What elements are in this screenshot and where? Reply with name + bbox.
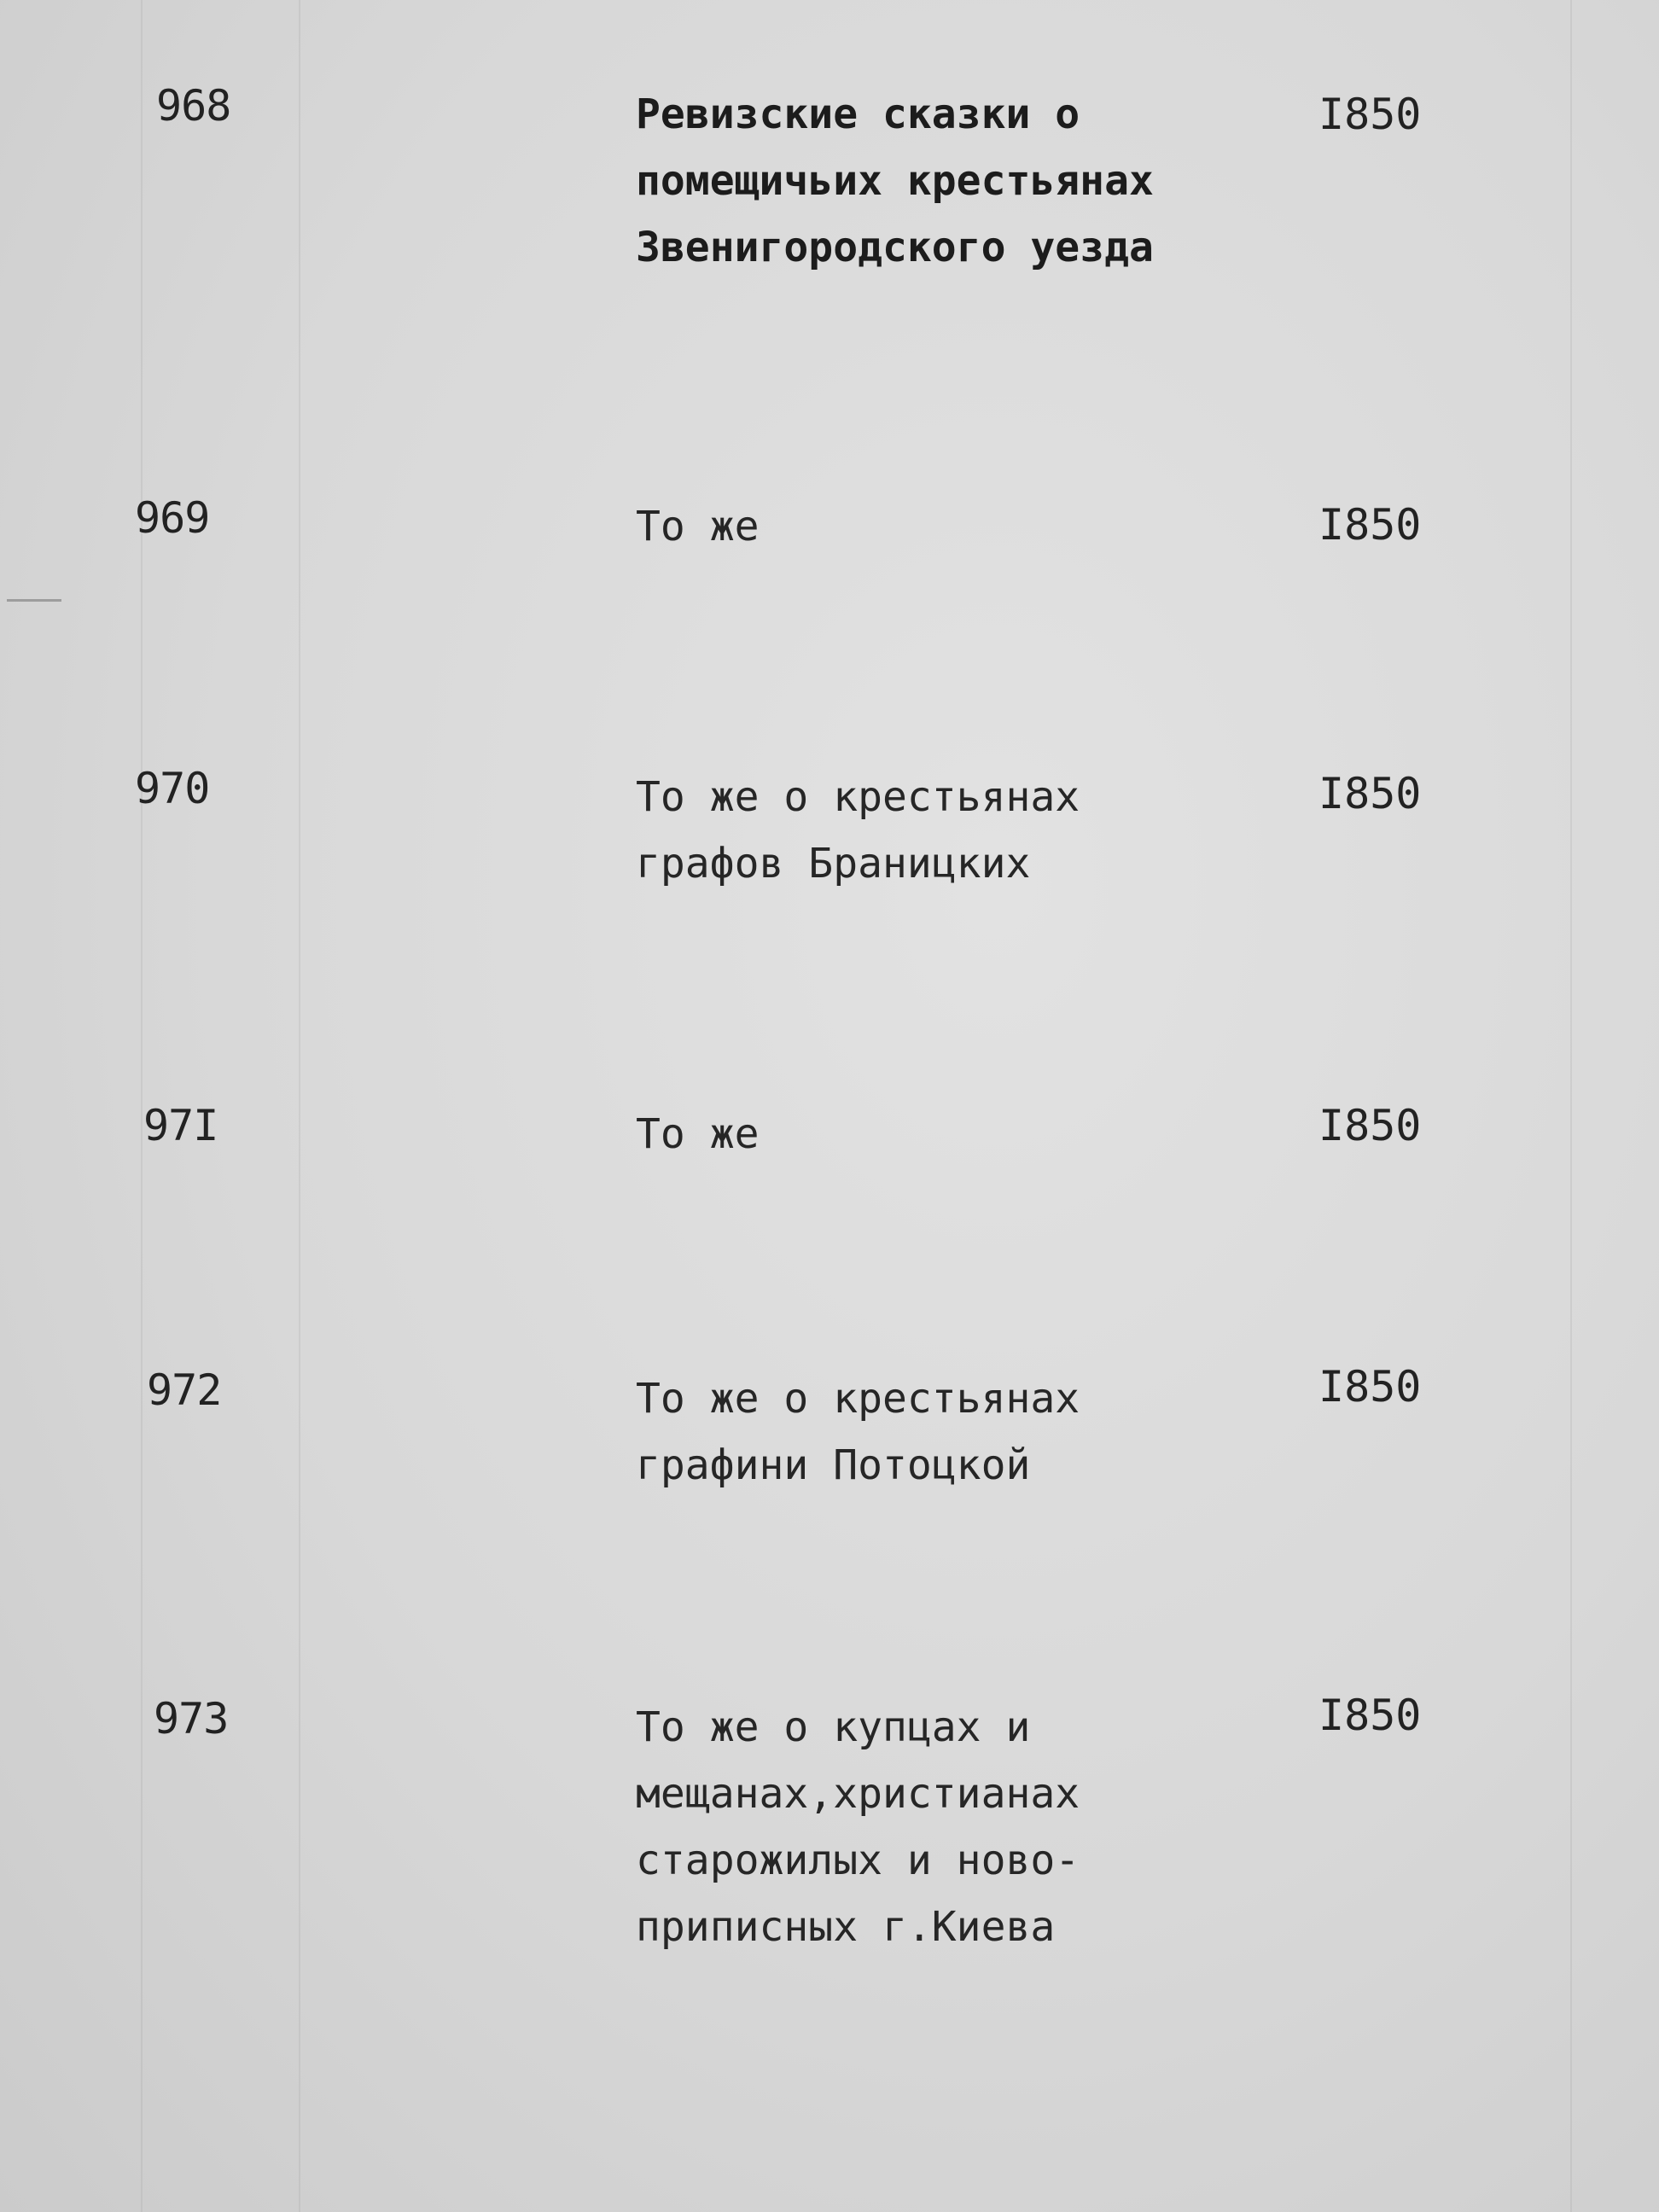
entry-description [636, 764, 1233, 897]
entry-number: 968 [156, 81, 231, 131]
entry-number: 97I [143, 1101, 218, 1150]
entry-year: I850 [1318, 1362, 1422, 1412]
description-line: То же [636, 1110, 760, 1158]
entry-year: I850 [1318, 90, 1422, 139]
entry-number: 973 [154, 1694, 229, 1743]
description-line: приписных г.Киева [636, 1903, 1056, 1951]
entry-description [636, 81, 1233, 281]
margin-mark [7, 599, 61, 602]
ruling-line [1570, 0, 1572, 2212]
entry-description [636, 1101, 1233, 1167]
description-line: Ревизские сказки о [636, 90, 1080, 138]
entry-number: 972 [147, 1365, 222, 1415]
description-line: помещичьих крестьянах [636, 157, 1154, 205]
description-line: То же [636, 503, 760, 550]
description-line: То же о купцах и [636, 1703, 1031, 1751]
entry-year: I850 [1318, 1691, 1422, 1740]
description-line: мещанах,христианах [636, 1770, 1080, 1818]
description-line: старожилых и ново- [636, 1837, 1080, 1884]
entry-description [636, 493, 1233, 560]
entry-number: 969 [135, 493, 210, 543]
entry-year: I850 [1318, 500, 1422, 550]
entry-year: I850 [1318, 1101, 1422, 1150]
description-line: Звенигородского уезда [636, 224, 1154, 271]
entry-description [636, 1365, 1233, 1499]
description-line: То же о крестьянах [636, 773, 1080, 821]
ruling-line [141, 0, 143, 2212]
description-line: графини Потоцкой [636, 1441, 1031, 1489]
description-line: графов Браницких [636, 840, 1031, 888]
entry-description [636, 1694, 1233, 1960]
entry-year: I850 [1318, 769, 1422, 818]
entry-number: 970 [135, 764, 210, 813]
ruling-line [299, 0, 300, 2212]
description-line: То же о крестьянах [636, 1375, 1080, 1423]
